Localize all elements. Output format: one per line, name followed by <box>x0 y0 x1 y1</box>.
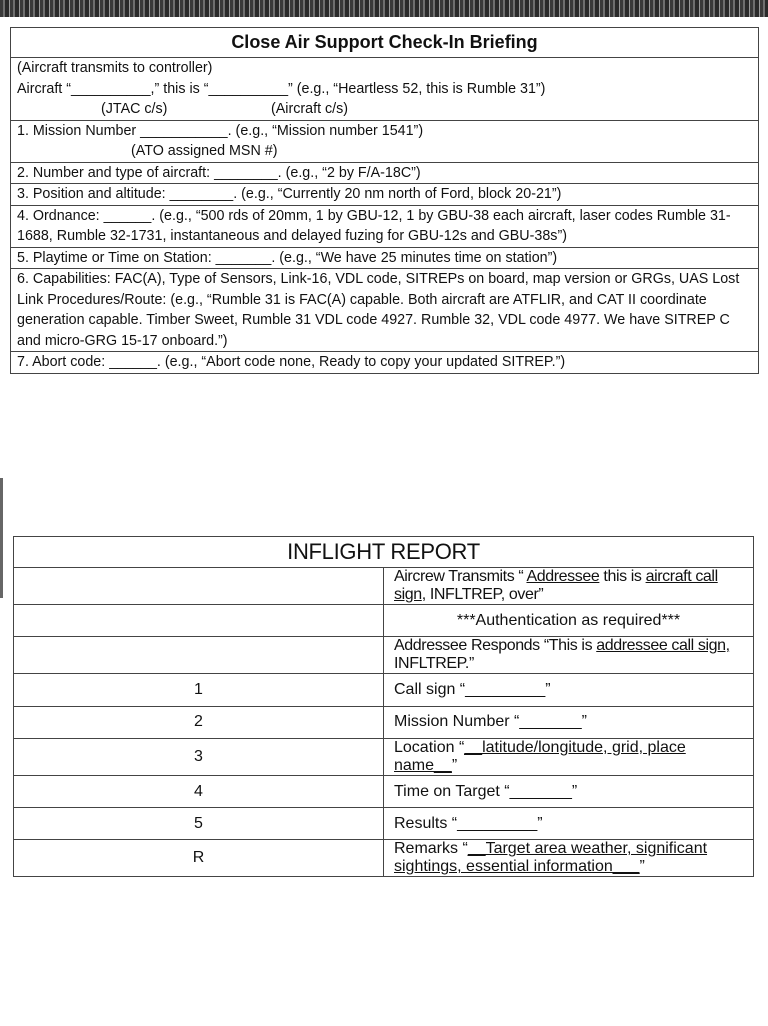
row-number: 4 <box>14 775 384 807</box>
cas-callsign-labels <box>17 99 752 120</box>
blank-num-cell <box>14 637 384 674</box>
transmit-mid: this is <box>599 568 646 585</box>
row-number: 2 <box>14 706 384 738</box>
transmit-callsign: aircraft call sign <box>394 568 718 603</box>
inflight-row-remarks <box>14 840 754 877</box>
cas-item-7: 7. Abort code: ______. (e.g., “Abort code none, Ready to copy your updated SITREP.”) <box>11 351 758 373</box>
cas-intro: (Aircraft transmits to controller) <box>17 60 213 76</box>
row-text: Results “_________” <box>384 808 754 840</box>
row-text: Mission Number “_______” <box>384 706 754 738</box>
remarks-suffix: ” <box>639 858 645 876</box>
cas-aircraft-line: Aircraft “__________,” this is “__________” (e.g., “Heartless 52, this is Rumble 31”) <box>17 80 546 97</box>
inflight-row-call-sign <box>14 674 754 706</box>
inflight-row-mission-number <box>14 706 754 738</box>
aircraft-cs-label: (Aircraft c/s) <box>271 101 349 117</box>
blank-num-cell <box>14 568 384 605</box>
cas-item-1-text: 1. Mission Number ___________. (e.g., “Mission number 1541”) <box>17 122 424 139</box>
respond-prefix: Addressee Responds “This is <box>394 637 597 655</box>
inflight-report-table <box>13 536 754 877</box>
cas-item-6: 6. Capabilities: FAC(A), Type of Sensors, Link-16, VDL code, SITREPs on board, map version or GRGs, UAS Lost Link Procedures/Route: (e.g., “Rumble 31 is FAC(A) capable. Both aircraft are ATFLIR, and CAT II coordinate generation capable. Timber Sweet, Rumble 31 VDL code 4927. Rumble 32, VDL code 4977. We have SITREP C and micro-GRG 15-17 onboard.”) <box>11 268 758 351</box>
transmit-suffix: , INFLTREP, over” <box>421 586 544 603</box>
transmit-prefix: Aircrew Transmits “ <box>394 568 527 585</box>
scan-top-border <box>0 0 768 17</box>
inflight-row-time-on-target <box>14 775 754 807</box>
scan-edge-mark <box>0 478 3 598</box>
cas-item-4: 4. Ordnance: ______. (e.g., “500 rds of 20mm, 1 by GBU-12, 1 by GBU-38 each aircraft, laser codes Rumble 31-1688, Rumble 32-1731, instantaneous and delayed fuzing for GBU-12s and GBU-38s”) <box>11 205 758 247</box>
jtac-cs-label: (JTAC c/s) <box>101 101 168 117</box>
cas-item-1 <box>11 120 758 162</box>
inflight-row-results <box>14 808 754 840</box>
location-prefix: Location “ <box>394 738 465 756</box>
cas-item-3: 3. Position and altitude: ________. (e.g., “Currently 20 nm north of Ford, block 20-21”) <box>11 183 758 205</box>
remarks-prefix: Remarks “ <box>394 840 468 858</box>
inflight-row-location <box>14 738 754 775</box>
inflight-title: INFLIGHT REPORT <box>14 537 754 568</box>
row-number: 1 <box>14 674 384 706</box>
cas-aircraft-block <box>11 57 758 120</box>
cas-checkin-briefing-table <box>10 27 759 374</box>
cas-item-2: 2. Number and type of aircraft: ________. (e.g., “2 by F/A-18C”) <box>11 162 758 184</box>
cas-item-1-sub: (ATO assigned MSN #) <box>131 143 278 159</box>
row-number: 3 <box>14 738 384 775</box>
respond-suffix: INFLTREP.” <box>394 655 474 673</box>
remarks-hint: __Target area weather, significant sightings, essential information___ <box>394 840 708 876</box>
aircrew-transmits <box>384 568 754 605</box>
row-text: Time on Target “_______” <box>384 775 754 807</box>
row-number: 5 <box>14 808 384 840</box>
authentication-note: ***Authentication as required*** <box>384 605 754 637</box>
addressee-responds <box>384 637 754 674</box>
respond-callsign: addressee call sign, <box>596 637 730 655</box>
cas-item-5: 5. Playtime or Time on Station: _______. (e.g., “We have 25 minutes time on station”) <box>11 247 758 269</box>
row-text <box>384 738 754 775</box>
cas-title: Close Air Support Check-In Briefing <box>231 32 538 52</box>
blank-num-cell <box>14 605 384 637</box>
location-suffix: ” <box>451 756 458 774</box>
row-number: R <box>14 840 384 877</box>
row-text <box>384 840 754 877</box>
transmit-addressee: Addressee <box>526 568 600 585</box>
row-text: Call sign “_________” <box>384 674 754 706</box>
location-hint: __latitude/longitude, grid, place name__ <box>394 738 686 774</box>
